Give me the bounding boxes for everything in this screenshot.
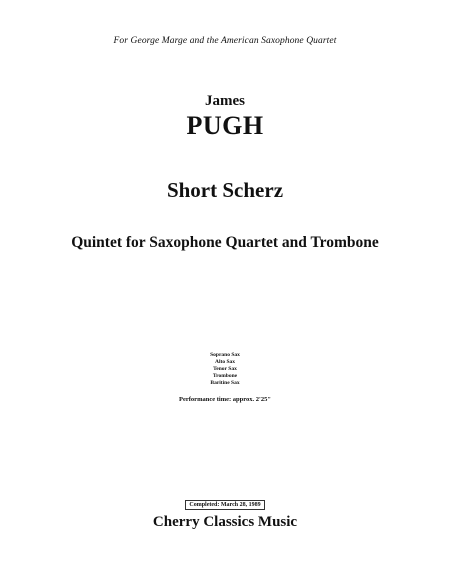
completed-date-box (0, 493, 450, 511)
instrument-list (0, 352, 450, 387)
piece-title: Short Scherz (166, 178, 284, 202)
composer-first-name: James (205, 93, 245, 109)
instrument-item: Soprano Sax (210, 352, 240, 358)
piece-subtitle: Quintet for Saxophone Quartet and Trombone (71, 234, 379, 251)
dedication: For George Marge and the American Saxophone Quartet (113, 36, 337, 46)
completed-date: Completed: March 28, 1989 (185, 500, 264, 510)
instrument-item: Baritine Sax (210, 380, 240, 386)
performance-time: Performance time: approx. 2'25" (179, 396, 271, 403)
instrument-item: Alto Sax (214, 359, 235, 365)
composer-last-name: PUGH (186, 111, 264, 140)
instrument-item: Trombone (212, 373, 238, 379)
publisher-name: Cherry Classics Music (152, 514, 298, 530)
instrument-item: Tenor Sax (213, 366, 237, 372)
